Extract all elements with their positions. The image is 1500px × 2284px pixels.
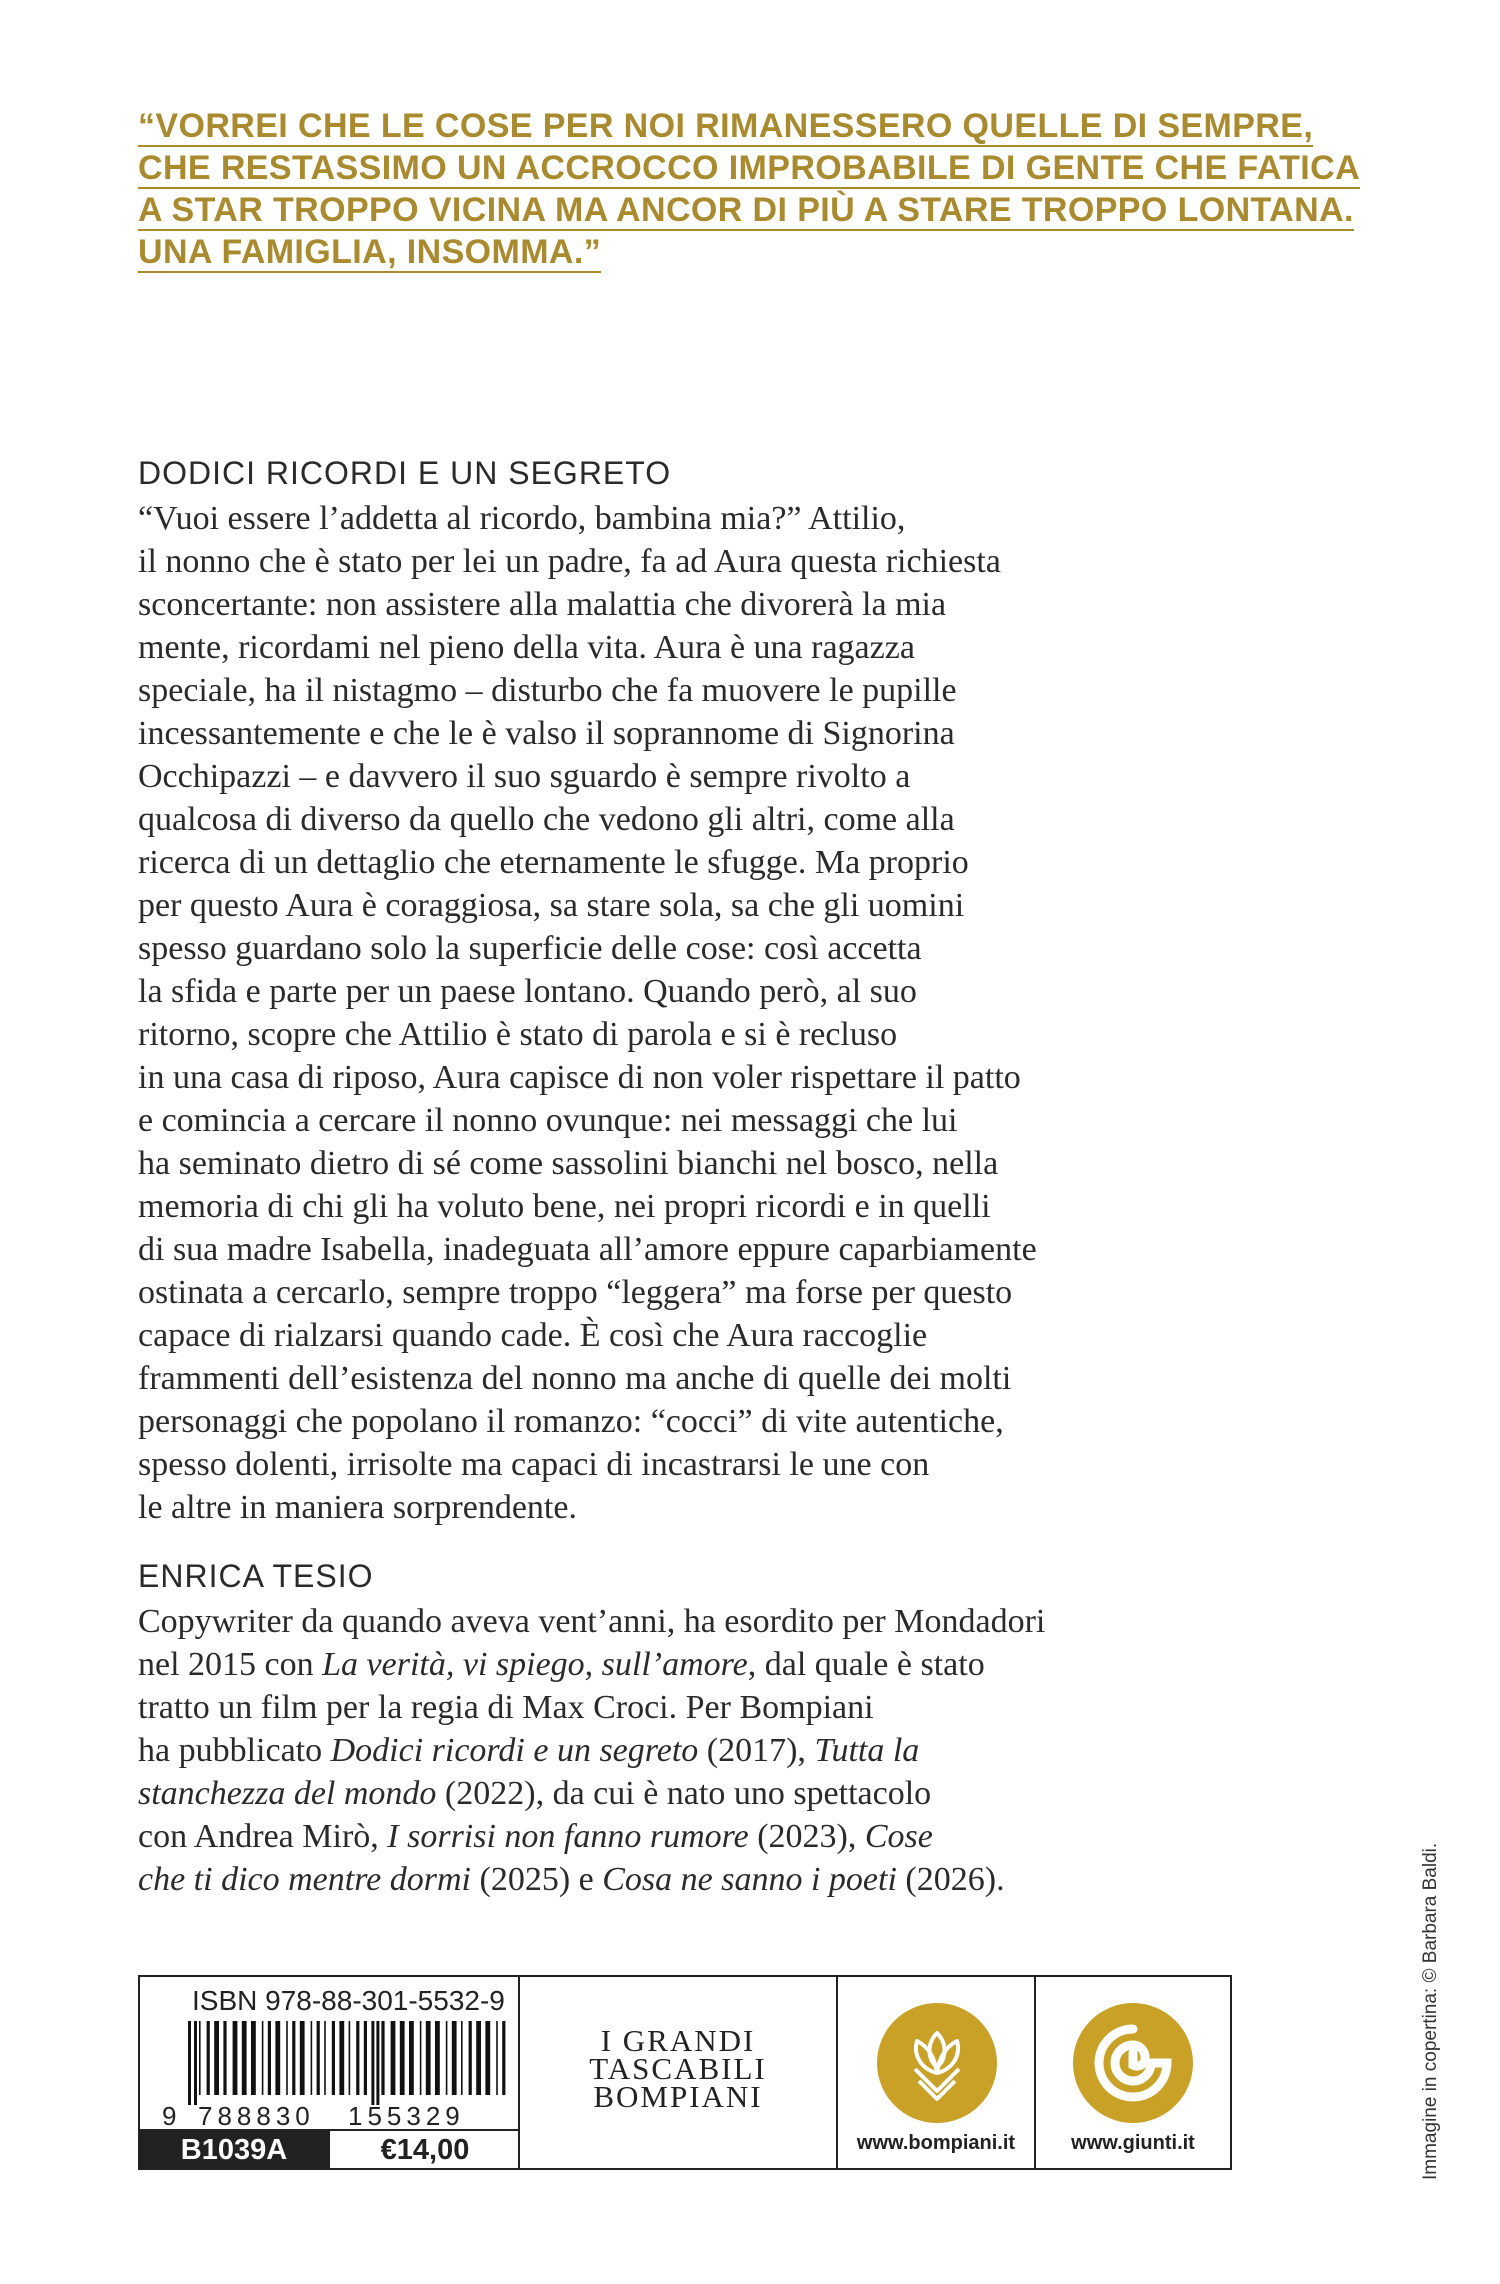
author-bio-line (138, 1686, 1298, 1729)
bio-text: (2026). (896, 1861, 1005, 1898)
synopsis-line: spesso dolenti, irrisolte ma capaci di incastrarsi le une con (138, 1446, 930, 1483)
barcode-bar (420, 2021, 422, 2095)
quote-line (138, 147, 1361, 189)
barcode-bar (349, 2021, 351, 2095)
barcode-bar (262, 2021, 264, 2095)
series-line-1: I GRANDI (600, 2023, 756, 2058)
synopsis-line: il nonno che è stato per lei un padre, fa ad Aura questa richiesta (138, 543, 1001, 580)
giunti-panel (1036, 1977, 1230, 2168)
barcode-bar (324, 2021, 326, 2095)
quote-line (138, 231, 1298, 273)
synopsis-line: capace di rialzarsi quando cade. È così che Aura raccoglie (138, 1317, 928, 1354)
synopsis-line: sconcertante: non assistere alla malattia che divorerà la mia (138, 586, 947, 623)
price: €14,00 (328, 2131, 520, 2170)
code-price-row (140, 2129, 520, 2170)
author-bio-line (138, 1858, 1298, 1901)
author-bio (138, 1600, 1298, 1901)
book-title: La verità, vi spiego, sull’amore (322, 1646, 748, 1683)
series-line-2: TASCABILI (589, 2051, 767, 2086)
barcode-bar (214, 2021, 219, 2095)
quote-line (138, 105, 1314, 147)
author-bio-line (138, 1729, 1298, 1772)
series-line-3: BOMPIANI (593, 2079, 763, 2114)
barcode-bar (339, 2021, 344, 2095)
book-title: Tutta la (814, 1732, 920, 1769)
bio-text: nel 2015 con (138, 1646, 323, 1683)
bio-text: ha pubblicato (138, 1732, 331, 1769)
barcode-bar (223, 2021, 226, 2095)
bio-text: (2017), (698, 1732, 815, 1769)
barcode-bar (356, 2021, 359, 2095)
book-title: stanchezza del mondo (138, 1775, 437, 1812)
quote-line-text: UNA FAMIGLIA, INSOMMA.” (138, 233, 602, 271)
book-title: Dodici ricordi e un segreto (330, 1732, 699, 1769)
barcode-bar (300, 2021, 305, 2095)
barcode-bar (485, 2021, 490, 2095)
synopsis-line: “Vuoi essere l’addetta al ricordo, bambina mia?” Attilio, (138, 500, 906, 537)
cover-image-credit: Immagine in copertina: © Barbara Baldi. (1420, 1842, 1441, 2180)
barcode-bar (332, 2021, 335, 2095)
barcode-digit-first: 9 (162, 2101, 177, 2127)
bio-text: Copywriter da quando aveva vent’anni, ha esordito per Mondadori (138, 1603, 1046, 1640)
barcode-bar (292, 2021, 295, 2095)
bio-text: con Andrea Mirò, (138, 1818, 388, 1855)
barcode-bar (502, 2021, 505, 2095)
giunti-url: www.giunti.it (1071, 2132, 1195, 2154)
synopsis-line: ricerca di un dettaglio che eternamente le sfugge. Ma proprio (138, 844, 969, 881)
quote-line-text: “VORREI CHE LE COSE PER NOI RIMANESSERO QUELLE DI SEMPRE, (138, 107, 1314, 145)
barcode-bar (400, 2021, 405, 2095)
retail-info-box (138, 1975, 1232, 2170)
synopsis-line: mente, ricordami nel pieno della vita. Aura è una ragazza (138, 629, 915, 666)
barcode-bar (194, 2021, 197, 2105)
author-bio-line (138, 1643, 1298, 1686)
synopsis-line: per questo Aura è coraggiosa, sa stare sola, sa che gli uomini (138, 887, 965, 924)
barcode-bar (376, 2021, 379, 2105)
barcode-digits-left: 788830 (198, 2101, 315, 2127)
barcode-bar (242, 2021, 247, 2095)
barcode-bar (409, 2021, 414, 2095)
bompiani-logo-icon (873, 1999, 1001, 2127)
bio-text: (2022), da cui è nato uno spettacolo (436, 1775, 932, 1812)
synopsis-line: speciale, ha il nistagmo – disturbo che fa muovere le pupille (138, 672, 957, 709)
synopsis-line: incessantemente e che le è valso il soprannome di Signorina (138, 715, 955, 752)
barcode-bar (446, 2021, 448, 2095)
series-panel (520, 1977, 838, 2168)
barcode-graphic (158, 2021, 508, 2127)
barcode-bar (311, 2021, 313, 2095)
barcode-bar (188, 2021, 191, 2105)
product-code: B1039A (140, 2131, 328, 2170)
barcode-bar (496, 2021, 498, 2095)
book-title: Cose (864, 1818, 933, 1855)
quote-line (138, 189, 1354, 231)
synopsis-line: di sua madre Isabella, inadeguata all’amore eppure caparbiamente (138, 1231, 1037, 1268)
barcode-bar (286, 2021, 288, 2095)
barcode-bar (391, 2021, 396, 2095)
bompiani-url: www.bompiani.it (856, 2132, 1016, 2154)
book-title: I sorrisi non fanno rumore (387, 1818, 749, 1855)
synopsis-line: frammenti dell’esistenza del nonno ma anche di quelle dei molti (138, 1360, 1012, 1397)
bio-text: (2023), (748, 1818, 865, 1855)
barcode-panel (140, 1977, 520, 2168)
barcode-bar (371, 2021, 374, 2105)
book-title: Cosa ne sanno i poeti (602, 1861, 897, 1898)
synopsis-line: in una casa di riposo, Aura capisce di non voler rispettare il patto (138, 1059, 1021, 1096)
barcode-bar (452, 2021, 457, 2095)
barcode-bar (435, 2021, 440, 2095)
synopsis-line: memoria di chi gli ha voluto bene, nei propri ricordi e in quelli (138, 1188, 991, 1225)
barcode-bar (233, 2021, 238, 2095)
synopsis-line: qualcosa di diverso da quello che vedono gli altri, come alla (138, 801, 955, 838)
bio-text: tratto un film per la regia di Max Croci. Per Bompiani (138, 1689, 874, 1726)
bio-text: , dal quale è stato (747, 1646, 985, 1683)
barcode-bar (268, 2021, 271, 2095)
giunti-logo-icon (1071, 1999, 1195, 2127)
synopsis-line: e comincia a cercare il nonno ovunque: nei messaggi che lui (138, 1102, 958, 1139)
barcode-bar (461, 2021, 463, 2095)
author-heading: ENRICA TESIO (138, 1558, 374, 1594)
synopsis-text (138, 497, 1298, 1529)
barcode-bar (364, 2021, 367, 2095)
barcode-digits-right: 155329 (348, 2101, 465, 2127)
synopsis-line: ritorno, scopre che Attilio è stato di parola e si è recluso (138, 1016, 898, 1053)
synopsis-line: ostinata a cercarlo, sempre troppo “leggera” ma forse per questo (138, 1274, 1013, 1311)
barcode-bar (207, 2021, 210, 2095)
barcode-bar (199, 2021, 201, 2095)
author-bio-line (138, 1772, 1298, 1815)
book-title: che ti dico mentre dormi (138, 1861, 471, 1898)
synopsis-line: personaggi che popolano il romanzo: “cocci” di vite autentiche, (138, 1403, 1004, 1440)
quote-line-text: A STAR TROPPO VICINA MA ANCOR DI PIÙ A STARE TROPPO LONTANA. (138, 191, 1354, 229)
barcode-bar (275, 2021, 280, 2095)
bompiani-panel (838, 1977, 1036, 2168)
synopsis-line: le altre in maniera sorprendente. (138, 1489, 577, 1526)
synopsis-line: ha seminato dietro di sé come sassolini bianchi nel bosco, nella (138, 1145, 999, 1182)
back-cover-quote (138, 105, 1361, 273)
author-bio-line (138, 1600, 1298, 1643)
barcode-bar (251, 2021, 256, 2095)
barcode-bar (469, 2021, 472, 2095)
isbn-label: ISBN 978-88-301-5532-9 (192, 1985, 505, 2016)
bio-text: (2025) e (471, 1861, 603, 1898)
synopsis-line: spesso guardano solo la superficie delle cose: così accetta (138, 930, 922, 967)
quote-line-text: CHE RESTASSIMO UN ACCROCCO IMPROBABILE DI GENTE CHE FATICA (138, 149, 1361, 187)
synopsis-line: Occhipazzi – e davvero il suo sguardo è sempre rivolto a (138, 758, 911, 795)
barcode-bar (317, 2021, 320, 2095)
barcode-bar (381, 2021, 384, 2095)
series-name (520, 2023, 836, 2114)
barcode-bar (426, 2021, 431, 2095)
synopsis-line: la sfida e parte per un paese lontano. Quando però, al suo (138, 973, 917, 1010)
barcode-bar (476, 2021, 481, 2095)
synopsis-heading: DODICI RICORDI E UN SEGRETO (138, 455, 672, 491)
author-bio-line (138, 1815, 1298, 1858)
